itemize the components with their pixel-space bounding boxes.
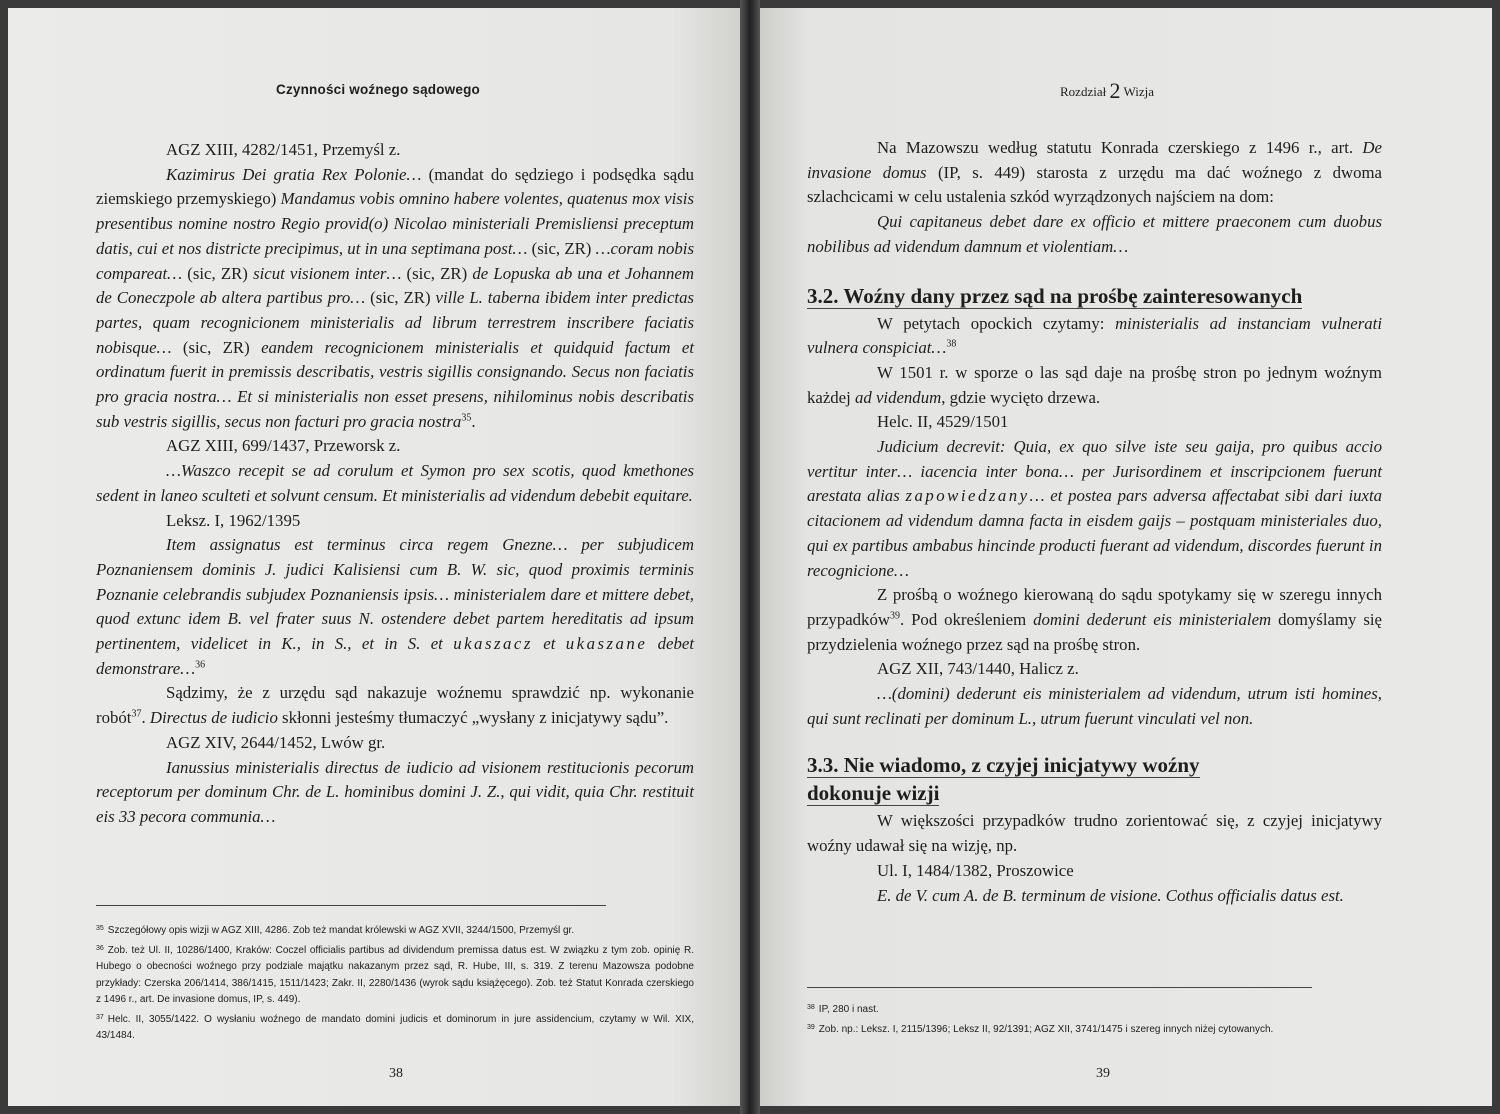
page-number-right: 39 [1096,1066,1110,1081]
paragraph: Sądzimy, że z urzędu sąd nakazuje woźnemu sprawdzić np. wykonanie robót$^{37}$. Directus de iudicio skłonni jesteśmy tłumaczyć „wysłany z inicjatywy sądu”. [96,683,694,728]
paragraph: Z prośbą o woźnego kierowaną do sądu spotykamy się w szeregu innych przypadków$^{39}$. Pod określeniem domini dederunt eis ministerialem domyślamy się przydzielenia woźnego przez sąd na prośbę stron. [807,585,1382,654]
book-gutter [740,0,760,1114]
footnote-ref: 39 [889,610,900,622]
quote: …(domini) dederunt eis ministerialem ad videndum, utrum isti homines, qui sunt reclinati per dominum L., utrum fuerunt vinculati vel non. [807,684,1382,728]
paragraph: Kazimirus Dei gratia Rex Polonie… (mandat do sędziego i podsędka sądu ziemskiego przemyskiego) Mandamus vobis omnino habere volentes, quatenus mox visis presentibus nomine nostro Regio provid(o) Nicolao ministeriali Premisliensi preceptum datis, cui et nos districte precipimus, ut in una septimana post… (sic, ZR) …coram nobis compareat… (sic, ZR) sicut visionem inter… (sic, ZR) de Lopuska ab una et Johannem de Coneczpole ab altera partibus pro… (sic, ZR) ville L. taberna ibidem inter predictas partes, quam recognicionem ministerialis ad librum terrestrem inscribere faciatis nobisque… (sic, ZR) eandem recognicionem ministerialis et quidquid factum et ordinatum fuerit in premissis describatis, vestris sigillis consignando. Secus non faciatis pro gracia nostra… Et si ministerialis non esset presens, nihilominus nobis describatis sub vestris sigillis, secus non facturi pro gracia nostra$^{35}$. [96,164,694,431]
citation: AGZ XIII, 4282/1451, Przemyśl z. [166,140,401,159]
footnote-ref: 36 [195,659,206,671]
section-heading-3-2: 3.2. Woźny dany przez sąd na prośbę zainteresowanych [807,283,1303,308]
footnote-rule [807,987,1312,988]
footnote: $^{35}$ Szczegółowy opis wizji w AGZ XIII, 4286. Zob też mandat królewski w AGZ XVII, 3244/1500, Przemyśl gr. [96,925,575,936]
citation: AGZ XIV, 2644/1452, Lwów gr. [166,732,386,752]
footnote: $^{37}$ Helc. II, 3055/1422. O wysłaniu woźnego de mandato domini judicis et dominorum in jure assidencium, czytamy w Wil. XIX, 43/1484. [96,1014,694,1042]
footnote: $^{36}$ Zob. też Ul. II, 10286/1400, Kraków: Coczel officialis partibus ad dividendum premissa datus est. W związku z tym zob. opinię R. Hubego o obecności woźnego przy podziale majątku nakazanym przez sąd, R. Hube, III, s. 319. Z terenu Mazowsza podobne przykłady: Czerska 206/1414, 386/1415, 1511/1423; Zakr. II, 2280/1436 (wyrok sądu książęcego). Zob. też Statut Konrada czerskiego z 1496 r., art. De invasione domus, IP, s. 449). [96,945,694,1005]
paragraph: W 1501 r. w sporze o las sąd daje na prośbę stron po jednym woźnym każdej ad videndum, gdzie wycięto drzewa. [807,362,1382,407]
section-heading-3-3: 3.3. Nie wiadomo, z czyjej inicjatywy woźny dokonuje wizji [807,753,1200,806]
right-body-text [807,136,1382,908]
citation: Helc. II, 4529/1501 [877,412,1009,432]
left-body-text [96,138,694,830]
left-footnotes [96,921,694,1046]
footnote-ref: 35 [461,412,472,424]
footnote-ref: 38 [946,338,957,350]
citation: AGZ XII, 743/1440, Halicz z. [877,659,1079,679]
citation: AGZ XIII, 699/1437, Przeworsk z. [166,436,401,456]
paragraph: W petytach opockich czytamy: ministerialis ad instanciam vulnerati vulnera conspiciat…$^{38}$ [807,313,1382,358]
footnote: $^{39}$ Zob. np.: Leksz. I, 2115/1396; Leksz II, 92/1391; AGZ XII, 3741/1475 i szereg innych niżej cytowanych. [807,1024,1274,1036]
footnote-rule [96,905,606,906]
quote: Ianussius ministerialis directus de iudicio ad visionem restitucionis pecorum receptorum per dominum Chr. de L. hominibus domini J. Z., qui vidit, quia Chr. restituit eis 33 pecora communia… [96,757,694,826]
footnote-ref: 37 [131,708,142,720]
quote: Qui capitaneus debet dare ex officio et mittere praeconem cum duobus nobilibus ad videndum damnum et violentiam… [807,212,1382,256]
citation: Leksz. I, 1962/1395 [166,510,301,530]
page-number-left: 38 [389,1066,403,1081]
quote: Judicium decrevit: Quia, ex quo silve iste seu gaija, pro quibus accio vertitur inter… iacencia inter bona… per Jurisordinem et inscripcionem fuerunt arestata alias zapowiedzany… et postea pars adversa affectabat sibi dari iuxta citacionem ad videndum damna facta in eisdem gaijs – postquam ministeriales duo, qui ex partibus ambabus hincinde producti fuerant ad videndum, discordes fuerunt in recognicione… [807,437,1383,580]
quote: E. de V. cum A. de B. terminum de visione. Cothus officialis datus est. [877,885,1344,905]
paragraph: W większości przypadków trudno zorientować się, z czyjej inicjatywy woźny udawał się na wizję, np. [807,811,1382,856]
running-head-right: Rozdział 2 Wizja [1060,78,1154,103]
citation: Ul. I, 1484/1382, Proszowice [877,860,1074,880]
quote: Item assignatus est terminus circa regem Gnezne… per subjudicem Poznaniensem dominis J. judici Kalisiensi cum B. W. sic, quod proximis terminis Poznanie celebrandis subjudex Poznaniensis ipsis… ministerialem dare et mittere debet, quod extunc idem B. vel frater suus N. ostendere debet partem hereditatis ad ipsum pertinentem, videlicet in K., in S., et in S. et ukaszacz et ukaszane debet demonstrare…$^{36}$ [96,535,694,678]
paragraph: Na Mazowszu według statutu Konrada czerskiego z 1496 r., art. De invasione domus (IP, s. 449) starosta z urzędu ma dać woźnego z dwoma szlachcicami w celu ustalenia szkód wyrządzonych najściem na dom: [807,138,1383,207]
footnote: $^{38}$ IP, 280 i nast. [807,1004,879,1015]
right-page [750,8,1492,1106]
left-page [8,8,745,1106]
right-footnotes [807,1000,1397,1040]
quote: …Waszco recepit se ad corulum et Symon pro sex scotis, quod kmethones sedent in laneo sculteti et solvunt censum. Et ministerialis ad videndum debebit equitare. [96,461,694,505]
running-head-left: Czynności woźnego sądowego [276,82,480,97]
